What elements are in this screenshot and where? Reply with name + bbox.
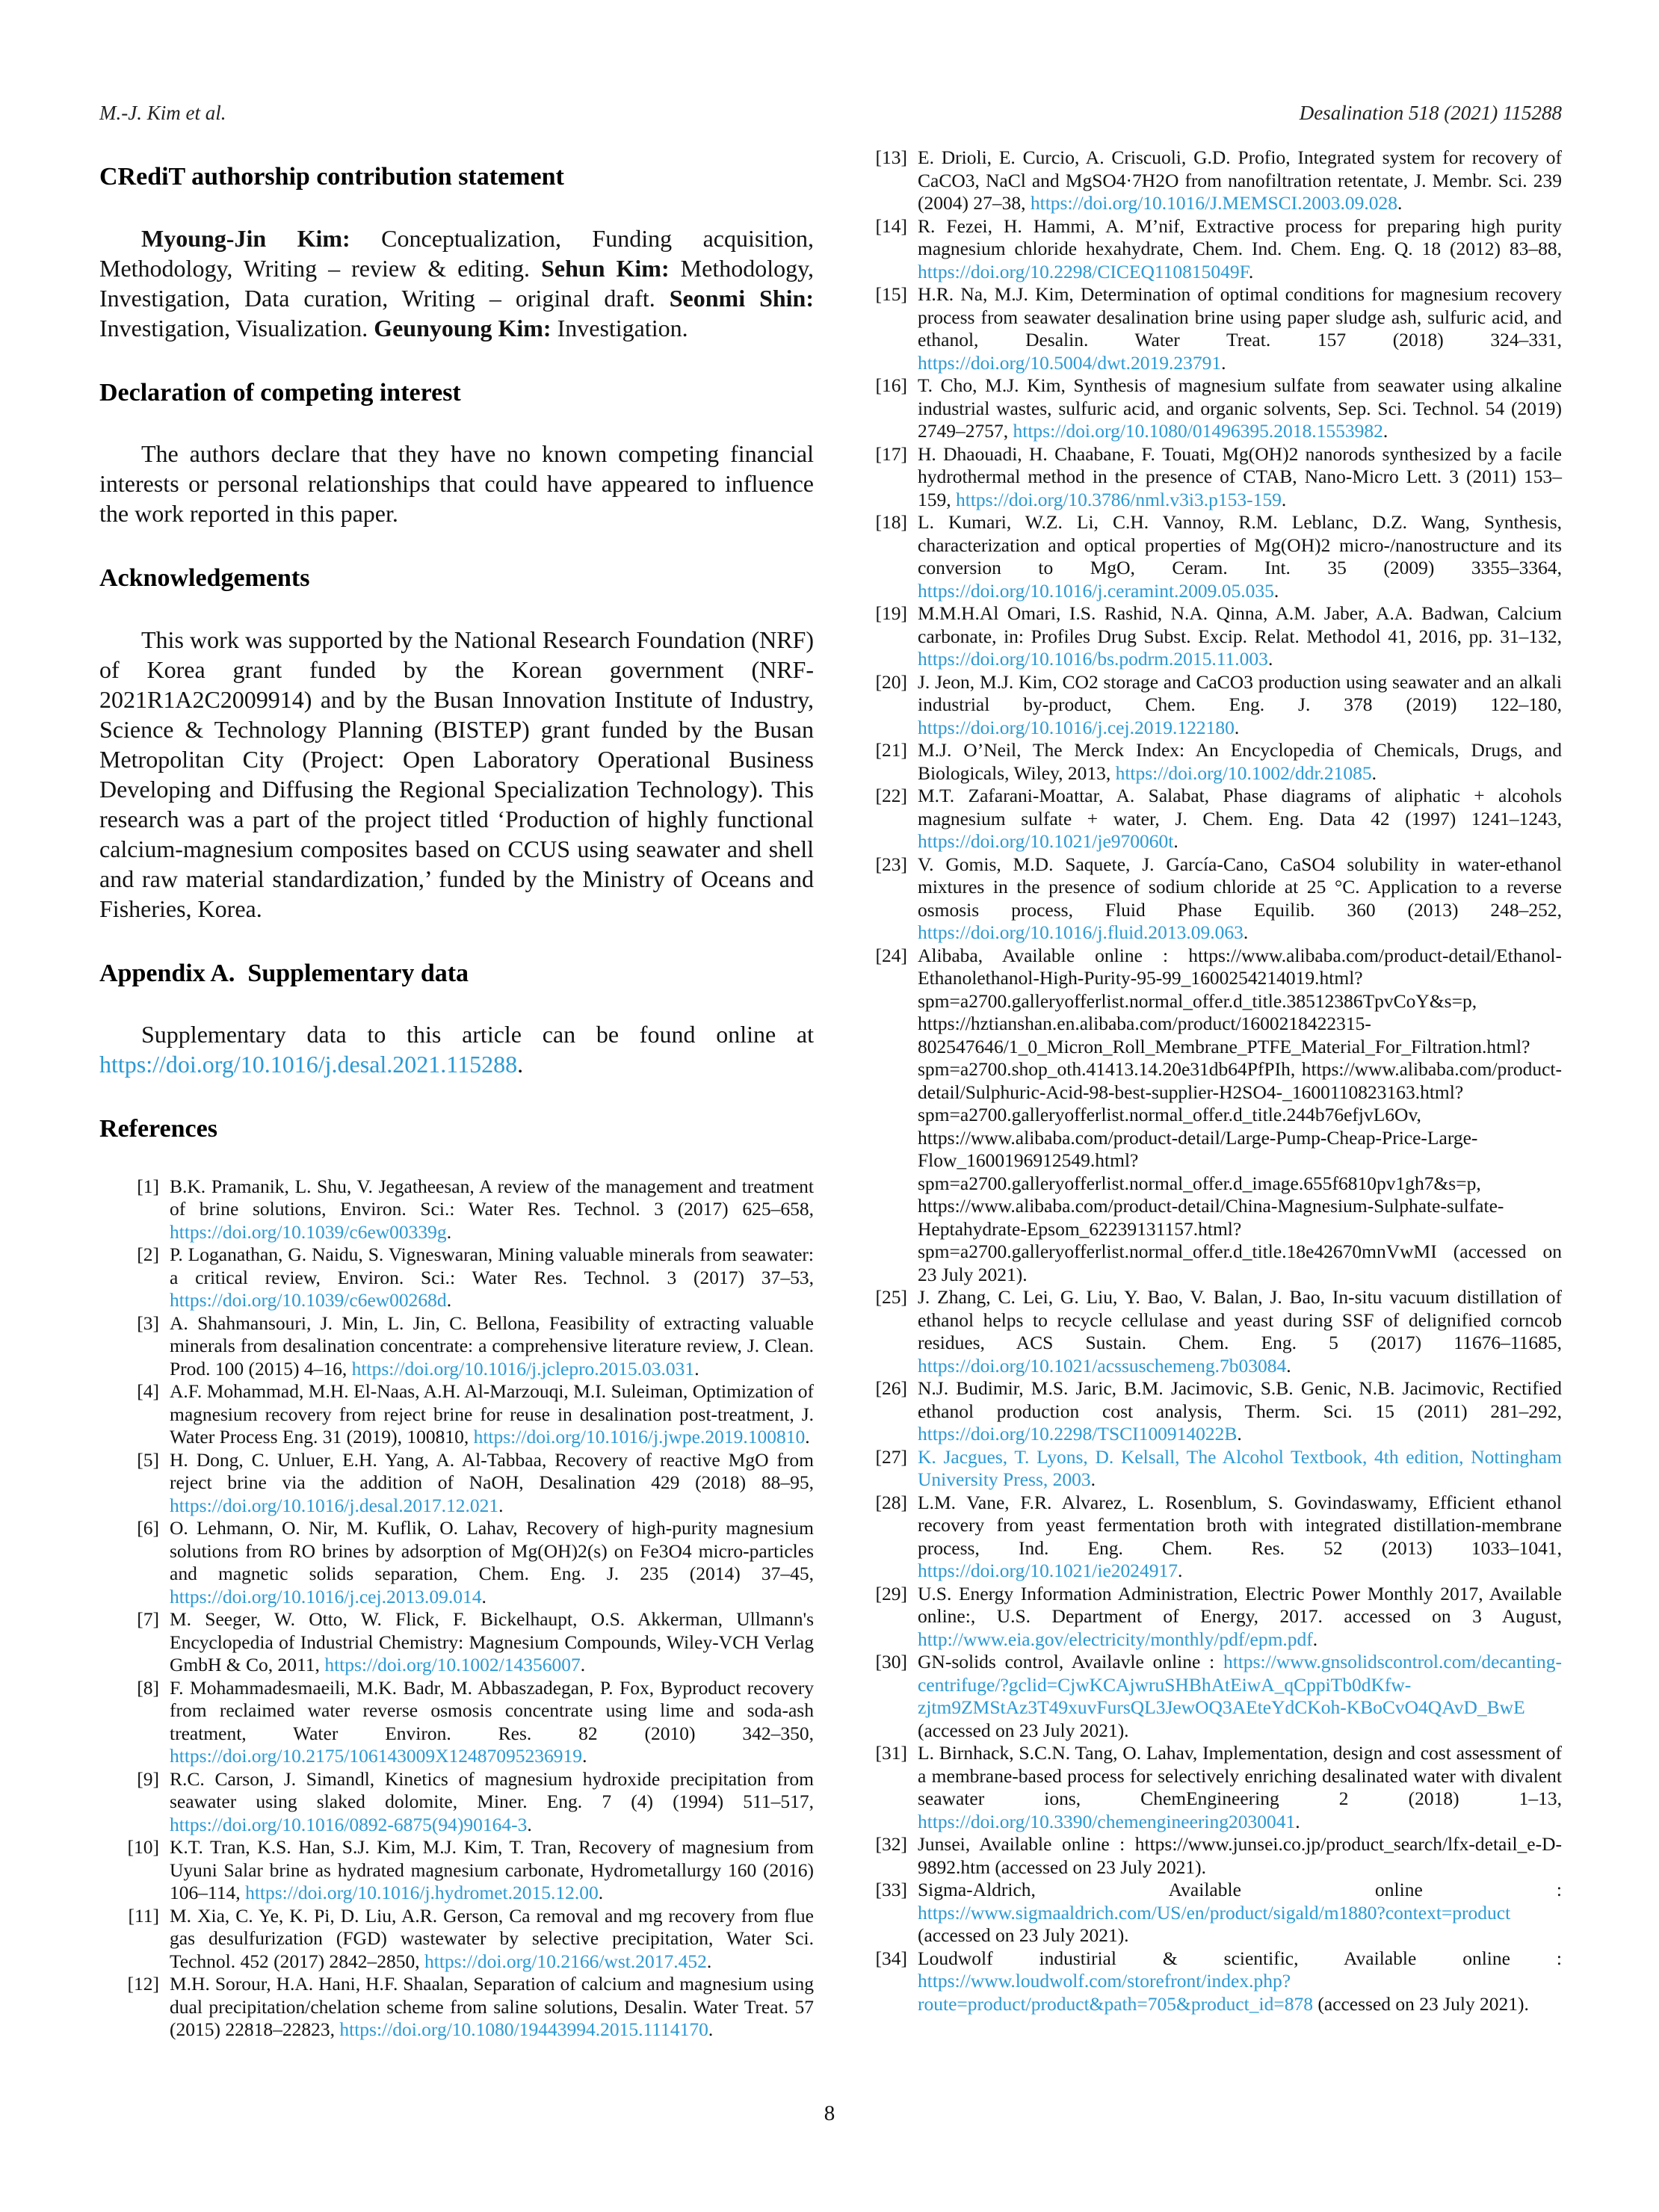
reference-item <box>847 283 1562 374</box>
reference-number: [30] <box>875 1651 907 1672</box>
reference-item <box>99 1244 814 1312</box>
text-segment: R.C. Carson, J. Simandl, Kinetics of magnesium hydroxide precipitation from seawater using slaked dolomite, Miner. Eng. 7 (4) (1994) 511–517, <box>170 1767 814 1812</box>
hyperlink[interactable]: K. Jacgues, T. Lyons, D. Kelsall, The Alcohol Textbook, 4th edition, Nottingham University Press, 2003 <box>918 1445 1562 1490</box>
section-heading-acknowledgements: Acknowledgements <box>99 564 310 592</box>
reference-text <box>918 215 1562 284</box>
reference-item <box>847 511 1562 602</box>
reference-number: [32] <box>875 1833 907 1855</box>
reference-item <box>847 215 1562 284</box>
hyperlink[interactable]: https://doi.org/10.3786/nml.v3i3.p153-159 <box>956 488 1282 510</box>
reference-text <box>918 283 1562 374</box>
reference-text <box>918 1377 1562 1446</box>
text-segment: L.M. Vane, F.R. Alvarez, L. Rosenblum, S. Govindaswamy, Efficient ethanol recovery from yeast fermentation broth with integrated distillation-membrane process, Ind. Eng. Chem. Res. 52 (2013) 1033–1041, <box>918 1491 1562 1559</box>
text-segment: R. Fezei, H. Hammi, A. M’nif, Extractive process for preparing high purity magnesium chloride hexahydrate, Chem. Ind. Chem. Eng. Q. 18 (2012) 83–88, <box>918 214 1562 259</box>
section-credit <box>99 161 814 343</box>
left-column <box>99 146 814 2042</box>
text-segment: . <box>498 1494 504 1516</box>
reference-text <box>918 739 1562 785</box>
hyperlink[interactable]: https://doi.org/10.5004/dwt.2019.23791 <box>918 351 1222 374</box>
hyperlink[interactable]: http://www.eia.gov/electricity/monthly/pdf/epm.pdf <box>918 1628 1313 1650</box>
text-segment: GN-solids control, Availavle online : <box>918 1651 1223 1672</box>
text-segment: B.K. Pramanik, L. Shu, V. Jegatheesan, A review of the management and treatment of brine solutions, Environ. Sci.: Water Res. Technol. 3 (2017) 625–658, <box>170 1175 814 1220</box>
reference-text <box>170 1380 814 1449</box>
hyperlink[interactable]: https://doi.org/10.1016/j.desal.2017.12.021 <box>170 1494 499 1516</box>
text-segment: . <box>1178 1560 1183 1581</box>
reference-text <box>170 1449 814 1518</box>
reference-text <box>918 1446 1562 1492</box>
reference-item <box>847 1879 1562 1947</box>
text-segment: M. Seeger, W. Otto, W. Flick, F. Bickelhaupt, O.S. Akkerman, Ullmann's Encyclopedia of Industrial Chemistry: Magnesium Compounds, Wiley-VCH Verlag GmbH & Co, 2011, <box>170 1608 814 1675</box>
text-segment: T. Cho, M.J. Kim, Synthesis of magnesium sulfate from seawater using alkaline industrial wastes, sulfuric acid, and organic solvents, Sep. Sci. Technol. 54 (2019) 2749–2757, <box>918 374 1562 442</box>
reference-item <box>847 1651 1562 1742</box>
text-segment: . <box>1243 921 1249 943</box>
text-segment: . <box>582 1745 587 1767</box>
reference-text <box>918 1742 1562 1833</box>
reference-item <box>847 602 1562 671</box>
hyperlink[interactable]: https://www.loudwolf.com/storefront/index.php?route=product/product&path=705&product_id=878 <box>918 1970 1313 2015</box>
hyperlink[interactable]: https://doi.org/10.1016/j.fluid.2013.09.063 <box>918 921 1244 943</box>
text-segment: (accessed on 23 July 2021). <box>918 1719 1129 1741</box>
reference-text <box>918 1947 1562 2016</box>
reference-number: [4] <box>137 1380 159 1402</box>
reference-number: [33] <box>875 1879 907 1900</box>
text-segment: H. Dhaouadi, H. Chaabane, F. Touati, Mg(OH)2 nanorods synthesized by a facile hydrothermal method in the presence of CTAB, Nano-Micro Lett. 3 (2011) 153–159, <box>918 442 1562 510</box>
reference-text <box>918 1492 1562 1583</box>
hyperlink[interactable]: https://doi.org/10.1039/c6ew00268d <box>170 1289 447 1311</box>
text-segment: Conceptualization, Funding acquisition, Methodology, Writing – review & editing. <box>99 224 814 282</box>
reference-number: [13] <box>875 146 907 168</box>
reference-text <box>170 1768 814 1837</box>
reference-text <box>918 1286 1562 1377</box>
text-segment: F. Mohammadesmaeili, M.K. Badr, M. Abbaszadegan, P. Fox, Byproduct recovery from reclaimed water reverse osmosis concentrate using lime and soda-ash treatment, Water Environ. Res. 82 (2010) 342–350, <box>170 1676 814 1744</box>
reference-item <box>847 1833 1562 1879</box>
reference-text <box>918 511 1562 602</box>
hyperlink[interactable]: https://doi.org/10.1016/bs.podrm.2015.11.003 <box>918 648 1268 670</box>
section-heading-credit: CRediT authorship contribution statement <box>99 163 564 191</box>
text-segment: K.T. Tran, K.S. Han, S.J. Kim, M.J. Kim, T. Tran, Recovery of magnesium from Uyuni Salar brine as hydrated magnesium carbonate, Hydrometallurgy 160 (2016) 106–114, <box>170 1836 814 1903</box>
reference-item <box>847 785 1562 853</box>
reference-item <box>847 443 1562 512</box>
text-segment: L. Birnhack, S.C.N. Tang, O. Lahav, Implementation, design and cost assessment of a membrane-based process for selectively enriching desalinated water with divalent seawater ions, ChemEngineering 2 (2018) 1–13, <box>918 1742 1562 1809</box>
section-heading-appendix: Appendix A. Supplementary data <box>99 959 469 987</box>
hyperlink[interactable]: https://doi.org/10.1080/01496395.2018.1553982 <box>1013 420 1383 442</box>
references-column-left <box>99 1175 814 2042</box>
two-column-body <box>99 146 1562 2042</box>
hyperlink[interactable]: https://doi.org/10.1002/14356007 <box>324 1654 581 1675</box>
reference-text <box>918 374 1562 443</box>
hyperlink[interactable]: https://doi.org/10.1021/je970060t <box>918 830 1174 852</box>
hyperlink[interactable]: https://doi.org/10.1016/j.cej.2013.09.014 <box>170 1585 482 1607</box>
reference-text <box>170 1244 814 1312</box>
reference-item <box>99 1973 814 2042</box>
references-column-right <box>847 146 1562 2015</box>
reference-item <box>99 1836 814 1905</box>
text-segment: P. Loganathan, G. Naidu, S. Vigneswaran, Mining valuable minerals from seawater: a critical review, Environ. Sci.: Water Res. Technol. 3 (2017) 37–53, <box>170 1244 814 1288</box>
text-segment: M.J. O’Neil, The Merck Index: An Encyclopedia of Chemicals, Drugs, and Biologicals, Wiley, 2013, <box>918 739 1562 784</box>
reference-number: [5] <box>137 1448 159 1471</box>
hyperlink[interactable]: https://doi.org/10.1016/j.ceramint.2009.05.035 <box>918 579 1274 602</box>
reference-number: [25] <box>875 1286 907 1308</box>
text-segment: J. Zhang, C. Lei, G. Liu, Y. Bao, V. Balan, J. Bao, In-situ vacuum distillation of ethanol helps to recycle cellulase and yeast during SSF of delignified corncob residues, ACS Sustain. Chem. Eng. 5 (2017) 11676–11685, <box>918 1286 1562 1353</box>
reference-text <box>170 1312 814 1381</box>
text-segment: H. Dong, C. Unluer, E.H. Yang, A. Al-Tabbaa, Recovery of reactive MgO from reject brine via the addition of NaOH, Desalination 429 (2018) 88–95, <box>170 1448 814 1493</box>
text-segment: Loudwolf industirial & scientific, Available online : <box>918 1947 1562 1969</box>
hyperlink[interactable]: https://doi.org/10.1016/j.jwpe.2019.100810 <box>473 1426 806 1448</box>
text-segment: . <box>708 2018 714 2040</box>
reference-text <box>918 1879 1562 1947</box>
reference-item <box>99 1905 814 1974</box>
text-segment: . <box>1173 830 1178 852</box>
reference-text <box>918 1651 1562 1742</box>
text-segment: . <box>706 1950 712 1972</box>
text-segment: Methodology, Investigation, Data curation, Writing – original draft. <box>99 254 815 312</box>
reference-number: [3] <box>137 1312 159 1334</box>
reference-text <box>170 1175 814 1244</box>
text-segment: M.M.H.Al Omari, I.S. Rashid, N.A. Qinna, A.M. Jaber, A.A. Badwan, Calcium carbonate, in: Profiles Drug Subst. Excip. Relat. Methodol 41, 2016, pp. 31–132, <box>918 602 1562 647</box>
text-segment: Sehun Kim: <box>541 254 681 282</box>
hyperlink[interactable]: https://doi.org/10.1039/c6ew00339g <box>170 1220 447 1243</box>
text-segment: M.H. Sorour, H.A. Hani, H.F. Shaalan, Separation of calcium and magnesium using dual precipitation/chelation scheme from saline solutions, Desalin. Water Treat. 57 (2015) 22818–22823, <box>170 1973 814 2040</box>
text-segment: . <box>517 1051 524 1078</box>
text-segment: L. Kumari, W.Z. Li, C.H. Vannoy, R.M. Leblanc, D.Z. Wang, Synthesis, characterization and optical properties of Mg(OH)2 micro-/nanostructure and its conversion to MgO, Ceram. Int. 35 (2009) 3355–3364, <box>918 511 1562 578</box>
text-segment: . <box>1382 420 1388 442</box>
text-segment: A.F. Mohammad, M.H. El-Naas, A.H. Al-Marzouqi, M.I. Suleiman, Optimization of magnesium recovery from reject brine for reuse in desalination post-treatment, J. Water Process Eng. 31 (2019), 100810, <box>170 1380 814 1448</box>
reference-number: [6] <box>137 1517 159 1539</box>
section-heading-declaration: Declaration of competing interest <box>99 378 461 407</box>
reference-number: [28] <box>875 1491 907 1513</box>
text-segment: . <box>527 1813 532 1835</box>
text-segment: . <box>1248 260 1254 282</box>
section-declaration <box>99 377 814 529</box>
text-segment: Seonmi Shin: <box>669 284 815 312</box>
reference-text <box>918 1833 1562 1879</box>
text-segment: . <box>481 1585 486 1607</box>
text-segment: . <box>1090 1468 1096 1490</box>
reference-text <box>170 1517 814 1608</box>
text-segment: Investigation. <box>557 314 688 342</box>
reference-item <box>847 671 1562 740</box>
reference-number: [17] <box>875 442 907 465</box>
hyperlink[interactable]: https://www.sigmaaldrich.com/US/en/product/sigald/m1880?context=product <box>918 1901 1511 1924</box>
reference-number: [16] <box>875 374 907 396</box>
reference-item <box>847 146 1562 215</box>
reference-item <box>99 1517 814 1608</box>
text-segment: E. Drioli, E. Curcio, A. Criscuoli, G.D. Profio, Integrated system for recovery of CaCO3, NaCl and MgSO4·7H2O from nanofiltration retentate, J. Membr. Sci. 239 (2004) 27–38, <box>918 146 1562 214</box>
reference-number: [29] <box>875 1582 907 1604</box>
text-segment: Junsei, Available online : https://www.junsei.co.jp/product_search/lfx-detail_e-D-9892.htm (accessed on 23 July 2021). <box>918 1833 1562 1878</box>
reference-item <box>847 1446 1562 1492</box>
text-segment: (accessed on 23 July 2021). <box>1312 1992 1529 2015</box>
hyperlink[interactable]: https://doi.org/10.2175/106143009X12487095236919 <box>170 1745 583 1767</box>
hyperlink[interactable]: https://www.gnsolidscontrol.com/decanting-centrifuge/?gclid=CjwKCAjwruSHBhAtEiwA_qCppiTb0dKfw-zjtm9ZMStAz3T49xuvFursQL3JewOQ3AEteYdCKoh-KBoCvO4QAvD_BwE <box>918 1651 1562 1718</box>
reference-number: [18] <box>875 511 907 533</box>
reference-item <box>847 739 1562 785</box>
hyperlink[interactable]: https://doi.org/10.1021/ie2024917 <box>918 1560 1178 1581</box>
hyperlink[interactable]: https://doi.org/10.2298/TSCI100914022B <box>918 1423 1238 1445</box>
reference-number: [31] <box>875 1742 907 1764</box>
reference-item <box>99 1380 814 1449</box>
reference-number: [14] <box>875 214 907 237</box>
reference-item <box>847 1286 1562 1377</box>
text-segment: . <box>1312 1628 1318 1650</box>
text-segment: V. Gomis, M.D. Saquete, J. García-Cano, CaSO4 solubility in water-ethanol mixtures in the presence of sodium chloride at 25 °C. Application to a reverse osmosis process, Fluid Phase Equilib. 360 (2013) 248–252, <box>918 853 1562 921</box>
text-segment: J. Jeon, M.J. Kim, CO2 storage and CaCO3 production using seawater and an alkali industrial by-product, Chem. Eng. J. 378 (2019) 122–180, <box>918 670 1562 715</box>
hyperlink[interactable]: https://doi.org/10.1016/j.hydromet.2015.12.00 <box>245 1882 599 1903</box>
reference-number: [24] <box>875 944 907 966</box>
hyperlink[interactable]: https://doi.org/10.1021/acssuschemeng.7b03084 <box>918 1354 1287 1377</box>
reference-text <box>170 1608 814 1677</box>
text-segment: . <box>446 1289 452 1311</box>
page-footer <box>0 2101 1659 2126</box>
text-segment: A. Shahmansouri, J. Min, L. Jin, C. Bellona, Feasibility of extracting valuable minerals from desalination concentrate: a comprehensive literature review, J. Clean. Prod. 100 (2015) 4–16, <box>170 1312 814 1380</box>
reference-item <box>99 1449 814 1518</box>
reference-number: [12] <box>127 1973 159 1995</box>
text-segment: Investigation, Visualization. <box>99 314 374 342</box>
reference-item <box>847 853 1562 945</box>
hyperlink[interactable]: https://doi.org/10.3390/chemengineering2030041 <box>918 1810 1296 1832</box>
running-head-authors: M.-J. Kim et al. <box>99 102 226 124</box>
reference-number: [27] <box>875 1445 907 1468</box>
reference-number: [1] <box>137 1175 159 1197</box>
text-segment: . <box>1234 716 1240 738</box>
reference-item <box>99 1312 814 1381</box>
reference-number: [20] <box>875 670 907 693</box>
reference-number: [22] <box>875 785 907 806</box>
text-segment: . <box>1267 648 1273 670</box>
reference-item <box>847 1583 1562 1652</box>
reference-text <box>918 146 1562 215</box>
text-segment: . <box>1397 192 1403 214</box>
reference-number: [10] <box>127 1836 159 1858</box>
text-segment: U.S. Energy Information Administration, Electric Power Monthly 2017, Available online:, U.S. Department of Energy, 2017. accessed on 3 August, <box>918 1582 1562 1627</box>
reference-item <box>847 1492 1562 1583</box>
text-segment: . <box>1286 1354 1291 1377</box>
reference-number: [8] <box>137 1676 159 1699</box>
hyperlink[interactable]: https://doi.org/10.2166/wst.2017.452 <box>424 1950 707 1972</box>
reference-text <box>170 1677 814 1768</box>
reference-text <box>170 1973 814 2042</box>
reference-text <box>918 671 1562 740</box>
reference-item <box>847 1742 1562 1833</box>
section-appendix <box>99 958 814 1080</box>
reference-number: [23] <box>875 853 907 875</box>
text-segment: . <box>598 1882 604 1903</box>
text-segment: M.T. Zafarani-Moattar, A. Salabat, Phase diagrams of aliphatic + alcohols magnesium sulfate + water, J. Chem. Eng. Data 42 (1997) 1241–1243, <box>918 785 1562 830</box>
text-segment: . <box>1295 1810 1300 1832</box>
declaration-paragraph: The authors declare that they have no known competing financial interests or personal relationships that could have appeared to influence the work reported in this paper. <box>99 440 814 527</box>
text-segment: . <box>1281 488 1287 510</box>
text-segment: Sigma-Aldrich, Available online : <box>918 1879 1562 1900</box>
reference-text <box>918 443 1562 512</box>
reference-number: [26] <box>875 1377 907 1399</box>
reference-item <box>847 1947 1562 2016</box>
reference-text <box>170 1836 814 1905</box>
hyperlink[interactable]: https://doi.org/10.1016/j.cej.2019.122180 <box>918 716 1235 738</box>
reference-text <box>170 1905 814 1974</box>
text-segment: . <box>1273 579 1279 602</box>
reference-number: [7] <box>137 1608 159 1630</box>
text-segment: . <box>694 1357 699 1380</box>
text-segment: . <box>580 1654 586 1675</box>
reference-item <box>847 945 1562 1287</box>
right-column <box>847 146 1562 2042</box>
reference-text <box>918 945 1562 1287</box>
reference-number: [19] <box>875 602 907 624</box>
text-segment: M. Xia, C. Ye, K. Pi, D. Liu, A.R. Gerson, Ca removal and mg recovery from flue gas desulfurization (FGD) wastewater by selective precipitation, Water Sci. Technol. 452 (2017) 2842–2850, <box>170 1904 814 1972</box>
text-segment: . <box>805 1426 810 1448</box>
text-segment: Myoung-Jin Kim: <box>141 224 382 252</box>
hyperlink[interactable]: https://doi.org/10.1016/J.MEMSCI.2003.09.028 <box>1030 192 1398 214</box>
text-segment: Geunyoung Kim: <box>374 314 557 342</box>
reference-text <box>918 853 1562 945</box>
section-heading-references: References <box>99 1115 217 1143</box>
text-segment: . <box>1371 761 1377 784</box>
hyperlink[interactable]: https://doi.org/10.1016/j.desal.2021.115288 <box>99 1051 518 1078</box>
reference-number: [11] <box>128 1904 159 1927</box>
reference-item <box>99 1175 814 1244</box>
section-references <box>99 1113 814 2042</box>
reference-number: [21] <box>875 739 907 761</box>
reference-text <box>918 1583 1562 1652</box>
reference-item <box>847 374 1562 443</box>
hyperlink[interactable]: https://doi.org/10.2298/CICEQ110815049F <box>918 260 1249 282</box>
running-head-journal: Desalination 518 (2021) 115288 <box>1299 102 1562 124</box>
text-segment: . <box>446 1220 452 1243</box>
reference-item <box>847 1377 1562 1446</box>
text-segment: N.J. Budimir, M.S. Jaric, B.M. Jacimovic, S.B. Genic, N.B. Jacimovic, Rectified ethanol production cost analysis, Therm. Sci. 15 (2011) 281–292, <box>918 1377 1562 1422</box>
reference-item <box>99 1608 814 1677</box>
appendix-paragraph <box>99 1019 814 1079</box>
reference-number: [34] <box>875 1947 907 1969</box>
reference-text <box>918 602 1562 671</box>
hyperlink[interactable]: https://doi.org/10.1080/19443994.2015.1114170 <box>339 2018 708 2040</box>
reference-text <box>918 785 1562 853</box>
running-head <box>99 102 1562 125</box>
text-segment: Alibaba, Available online : https://www.alibaba.com/product-detail/Ethanol-Ethanolethanol-High-Purity-95-99_1600254214019.html?spm=a2700.galleryofferlist.normal_offer.d_title.38512386TpvCoY&s=p, https://hztianshan.en.alibaba.com/product/1600218422315-802547646/1_0_Micron_Roll_Membrane_PTFE_Material_For_Filtration.html?spm=a2700.shop_oth.41413.14.20e31db64PfPIh, https://www.alibaba.com/product-detail/Sulphuric-Acid-98-best-supplier-H2SO4-_1600110823163.html?spm=a2700.galleryofferlist.normal_offer.d_title.244b76efjvL6Ov, https://www.alibaba.com/product-detail/Large-Pump-Cheap-Price-Large-Flow_1600196912549.html?spm=a2700.galleryofferlist.normal_offer.d_image.655f6810pv1gh7&s=p, https://www.alibaba.com/product-detail/China-Magnesium-Sulphate-sulfate-Heptahydrate-Epsom_62239131157.html?spm=a2700.galleryofferlist.normal_offer.d_title.18e42670mnVwMI (accessed on 23 July 2021). <box>918 944 1562 1285</box>
text-segment: (accessed on 23 July 2021). <box>918 1924 1129 1946</box>
text-segment: . <box>1221 351 1226 374</box>
hyperlink[interactable]: https://doi.org/10.1016/0892-6875(94)90164-3 <box>170 1813 528 1835</box>
reference-item <box>99 1768 814 1837</box>
text-segment: H.R. Na, M.J. Kim, Determination of optimal conditions for magnesium recovery process from seawater desalination brine using paper sludge ash, sulfuric acid, and ethanol, Desalin. Water Treat. 157 (2018) 324–331, <box>918 283 1562 350</box>
reference-item <box>99 1677 814 1768</box>
page-number: 8 <box>824 2101 835 2125</box>
text-segment: O. Lehmann, O. Nir, M. Kuflik, O. Lahav, Recovery of high-purity magnesium solutions from RO brines by adsorption of Mg(OH)2(s) on Fe3O4 micro-particles and magnetic solids separation, Chem. Eng. J. 235 (2014) 37–45, <box>170 1517 814 1584</box>
section-acknowledgements <box>99 563 814 924</box>
credit-paragraph <box>99 223 814 343</box>
acknowledgements-paragraph: This work was supported by the National Research Foundation (NRF) of Korea grant funded by the Korean government (NRF-2021R1A2C2009914) and by the Busan Innovation Institute of Industry, Science & Technology Planning (BISTEP) grant funded by the Busan Metropolitan City (Project: Open Laboratory Operational Business Developing and Diffusing the Regional Specialization Technology). This research was a part of the project titled ‘Production of highly functional calcium-magnesium composites based on CCUS using seawater and shell and raw material standardization,’ funded by the Ministry of Oceans and Fisheries, Korea. <box>99 625 814 922</box>
reference-number: [2] <box>137 1244 159 1265</box>
text-segment: Supplementary data to this article can be found online at <box>141 1021 814 1048</box>
text-segment: . <box>1237 1423 1242 1445</box>
hyperlink[interactable]: https://doi.org/10.1016/j.jclepro.2015.03.031 <box>351 1357 695 1380</box>
hyperlink[interactable]: https://doi.org/10.1002/ddr.21085 <box>1115 761 1372 784</box>
reference-number: [15] <box>875 283 907 305</box>
reference-number: [9] <box>137 1767 159 1790</box>
